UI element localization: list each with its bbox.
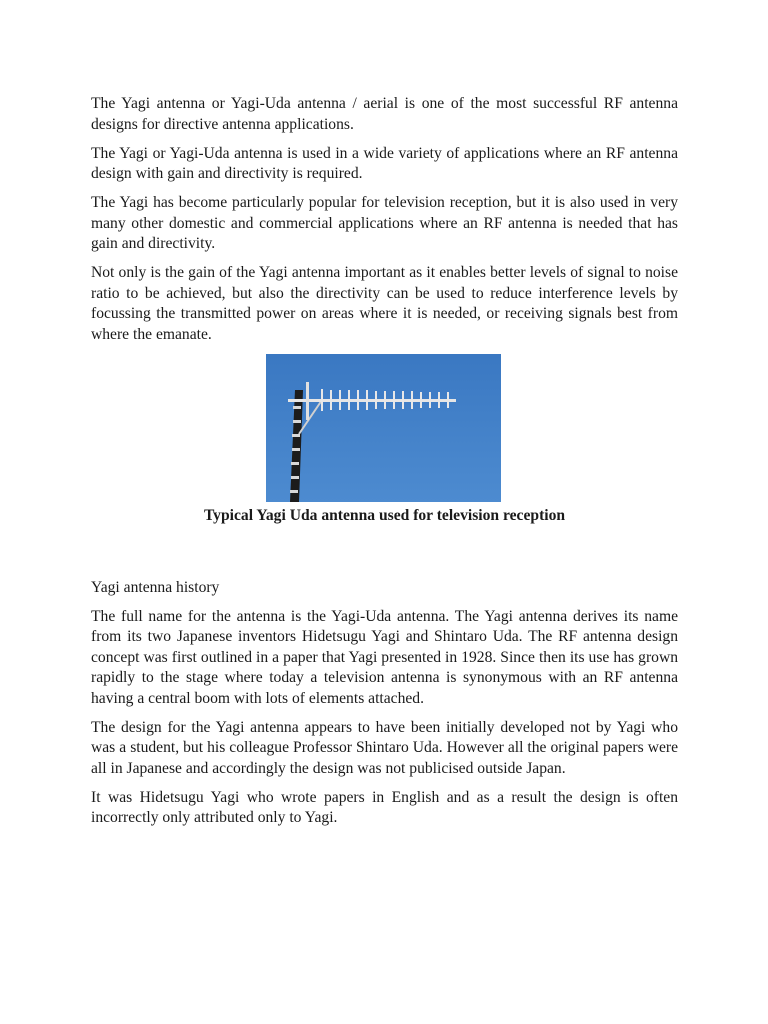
yagi-antenna-image xyxy=(266,354,501,502)
paragraph-intro-4: Not only is the gain of the Yagi antenna important as it enables better levels of signal to noise ratio to be achieved, but also the directivity can be used to reduce interference levels by focussing the transmitted power on areas where it is needed, or receiving signals best from where the emanate. xyxy=(91,264,678,343)
paragraph-history-2: The design for the Yagi antenna appears to have been initially developed not by Yagi who was a student, but his colleague Professor Shintaro Uda. However all the original papers were all in Japanese and accordingly the design was not publicised outside Japan. xyxy=(91,718,678,777)
antenna-directors xyxy=(321,389,449,411)
antenna-photo xyxy=(266,354,501,502)
section-heading: Yagi antenna history xyxy=(91,579,220,596)
figure-caption: Typical Yagi Uda antenna used for television reception xyxy=(203,506,566,524)
paragraph-intro-1: The Yagi antenna or Yagi-Uda antenna / aerial is one of the most successful RF antenna designs for directive antenna applications. xyxy=(91,95,678,133)
paragraph-history-1: The full name for the antenna is the Yagi-Uda antenna. The Yagi antenna derives its name from its two Japanese inventors Hidetsugu Yagi and Shintaro Uda. The RF antenna design concept was first outlined in a paper that Yagi presented in 1928. Since then its use has grown rapidly to the stage where today a television antenna is synonymous with an RF antenna having a central boom with lots of elements attached. xyxy=(91,607,678,707)
paragraph-intro-3: The Yagi has become particularly popular for television reception, but it is also used in very many other domestic and commercial applications where an RF antenna is needed that has gain and directivity. xyxy=(91,194,678,252)
paragraph-intro-2: The Yagi or Yagi-Uda antenna is used in a wide variety of applications where an RF antenna design with gain and directivity is required. xyxy=(91,144,678,182)
document-page xyxy=(91,94,678,837)
paragraph-history-3: It was Hidetsugu Yagi who wrote papers in English and as a result the design is often incorrectly only attributed only to Yagi. xyxy=(91,788,678,826)
antenna-reflector xyxy=(306,382,309,420)
